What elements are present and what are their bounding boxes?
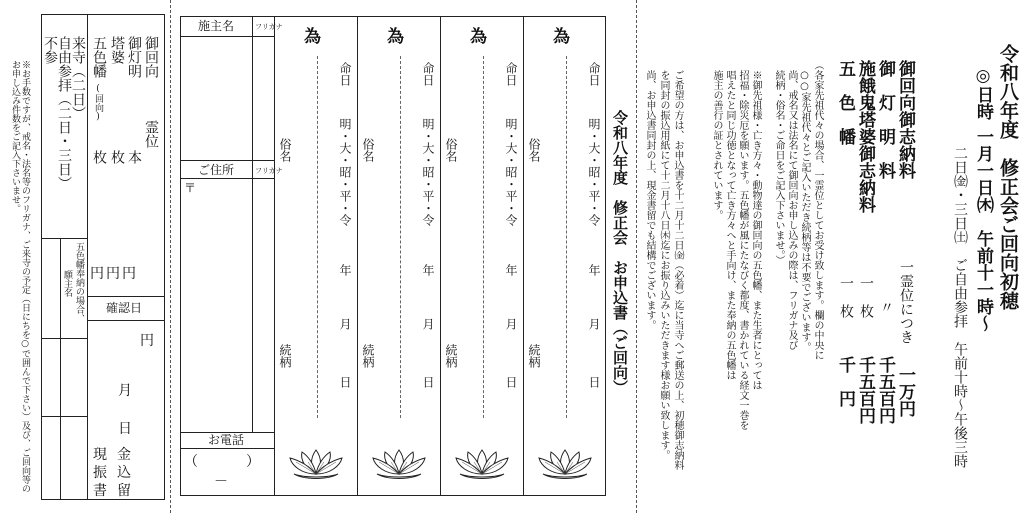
furigana-label-1: フリガナ (255, 23, 283, 31)
yen-row (90, 267, 138, 282)
memorial-2-month: 月 (421, 318, 435, 330)
memorial-4-eras: 明・大・昭・平・令 (587, 118, 601, 226)
fold-line-left (170, 0, 171, 513)
unit-reii: 霊位 (143, 120, 159, 148)
address-field[interactable] (182, 180, 250, 430)
flag-note-2: 招福・除災厄を願います。五色幡が風にたなびく都度、書かれている経文一巻を (737, 70, 748, 430)
memorial-4-zokugara: 続柄 (527, 344, 541, 368)
memorial-4-meinichi: 命日 (587, 62, 601, 86)
memorial-4-zokumei: 俗名 (527, 138, 541, 162)
item-label-4: 五色幡 (91, 36, 107, 78)
furigana-col-line (252, 16, 253, 432)
phone-field[interactable] (182, 450, 272, 494)
price-note-1: （各家先祖代々の場合、一霊位としてお受け致します。欄の中央に (812, 60, 823, 360)
left-note: ※お手数ですが、戒名・法名等のフリガナ、ご来寺の予定（日にちを○で囲んで下さい）及び、ご回向等のお申し込み件数をご記入下さいませ。 (10, 60, 30, 493)
flag-note-4: 施主の善行の証とされています。 (711, 70, 722, 220)
memorial-3-name-field[interactable] (460, 56, 482, 418)
applicant-name-field[interactable] (182, 38, 250, 158)
furigana-label-2: フリガナ (255, 167, 283, 175)
price-item-3-name: 施餓鬼塔婆御志納料 (855, 60, 875, 213)
price-item-4-name: 五 色 幡 (835, 60, 855, 145)
yen-3: 円 (122, 266, 138, 282)
phone-label: お電話 (208, 433, 245, 447)
lotus-icon (284, 446, 348, 480)
phone-paren-close: ） (246, 454, 260, 470)
tally-divider-b (60, 238, 61, 500)
memorial-3-eras: 明・大・昭・平・令 (504, 118, 518, 226)
price-item-1-unit: 一霊位につき (898, 260, 914, 344)
price-item-4-price: 千 円 (835, 356, 855, 407)
memorial-1-zokumei: 俗名 (278, 138, 292, 162)
form-title: 令和八年度 修正会 お申込書（ご回向） (611, 110, 629, 395)
price-item-1-name: 御回向御志納料 (895, 60, 915, 179)
datetime-label: ◎日時 (973, 66, 993, 120)
tally-row-line-1 (41, 238, 87, 239)
visit-raiji: 来寺（二日） (70, 36, 86, 120)
visit-free: 自由参拝（二日・三日） (56, 36, 72, 190)
memorial-4-year: 年 (587, 264, 601, 276)
tally-row-line-3 (87, 320, 165, 321)
memorial-2-meinichi: 命日 (421, 62, 435, 86)
lotus-icon (533, 446, 597, 480)
flag-note-1: ※御先祖様・亡き方々・動物達の御回向の五色幡、また生者にとっては (750, 70, 761, 390)
price-item-4-unit: 一 枚 (838, 276, 854, 318)
memorial-2-day: 日 (421, 376, 435, 388)
payment-yen: 円 (140, 333, 154, 349)
flag-box-label: 五色幡奉納の場合、 (74, 242, 84, 323)
item-label-1: 御回向 (143, 36, 159, 78)
price-note-4: 続柄・俗名・ご命日をご記入下さいませ。） (773, 70, 784, 265)
memorial-4-name-field[interactable] (543, 56, 565, 418)
memorial-3-meinichi: 命日 (504, 62, 518, 86)
flag-note-3: 唱えたと同じ功徳となって亡き方々へと手向け、また奉納の五色幡は (724, 70, 735, 380)
price-item-2-name: 御 灯 明 料 (875, 60, 895, 179)
unit-mai-2: 枚 (91, 150, 107, 164)
item-label-2: 御灯明 (126, 36, 142, 78)
applicant-label: 施主名 (198, 19, 235, 33)
form-col-line (274, 16, 275, 496)
notice-line-1: ご希望の方は、お申込書を十二月十二日㈮（必着）迄に当寺へご郵送の上、初穂御志納料 (672, 70, 683, 470)
yen-1: 円 (90, 266, 106, 282)
memorial-inner-dash-4 (566, 56, 567, 418)
lotus-icon (450, 446, 514, 480)
memorial-col-line-2 (440, 16, 441, 496)
memorial-inner-dash-2 (400, 56, 401, 418)
unit-hon: 本 (126, 150, 142, 164)
address-top-line (180, 160, 274, 161)
memorial-2-tame: 為 (387, 27, 404, 47)
payment-month: 月 (118, 383, 132, 399)
memorial-3-tame: 為 (470, 27, 487, 47)
memorial-4-month: 月 (587, 318, 601, 330)
memorial-2-eras: 明・大・昭・平・令 (421, 118, 435, 226)
payment-day: 日 (118, 421, 132, 437)
memorial-2-name-field[interactable] (377, 56, 399, 418)
address-header-line (180, 178, 274, 179)
confirm-label: 確認日 (106, 301, 143, 315)
memorial-1-year: 年 (338, 264, 352, 276)
memorial-2-zokugara: 続柄 (361, 344, 375, 368)
applicant-header-line (180, 36, 274, 37)
memorial-3-month: 月 (504, 318, 518, 330)
tally-row-line-4 (41, 338, 87, 339)
memorial-1-name-field[interactable] (294, 56, 316, 418)
price-note-3: 尚、戒名又は法名にて御回向お申し込みの際は、フリガナ及び (786, 70, 797, 350)
flag-box-label-2: 願主名 (62, 270, 72, 297)
memorial-inner-dash-1 (317, 56, 318, 418)
tally-row-line-2 (87, 296, 165, 297)
fold-line-right (636, 0, 637, 513)
phone-header-line (180, 448, 274, 449)
memorial-col-line-3 (523, 16, 524, 496)
memorial-3-zokugara: 続柄 (444, 344, 458, 368)
notice-line-2: を同封の振込用紙にて十二月十八日㈭迄にお振り込みいただきます様お願い致します。 (658, 70, 669, 460)
memorial-4-day: 日 (587, 376, 601, 388)
notice-line-3: 尚、お申込書同封の上、現金書留でも結構でございます。 (644, 70, 655, 330)
memorial-2-zokumei: 俗名 (361, 138, 375, 162)
price-item-2-unit: 〃 (878, 300, 894, 314)
memorial-1-day: 日 (338, 376, 352, 388)
price-item-1-price: 一万円 (895, 366, 915, 417)
payment-method-2: 振込 (93, 465, 141, 481)
unit-mai-1: 枚 (109, 150, 125, 164)
memorial-1-zokugara: 続柄 (278, 344, 292, 368)
memorial-1-eras: 明・大・昭・平・令 (338, 118, 352, 226)
memorial-4-tame: 為 (553, 27, 570, 47)
memorial-1-month: 月 (338, 318, 352, 330)
memorial-1-tame: 為 (304, 27, 321, 47)
address-label: ご住所 (198, 163, 235, 177)
phone-dash: － (214, 474, 228, 490)
payment-method-1: 現金 (93, 447, 141, 463)
memorial-2-year: 年 (421, 264, 435, 276)
memorial-3-year: 年 (504, 264, 518, 276)
main-title: 令和八年度 修正会ご回向初穂 (997, 44, 1019, 310)
lotus-icon (367, 446, 431, 480)
datetime-sub: 二日㈮・三日㈯ ご自由参拝 午前十時～午後三時 (952, 146, 968, 468)
visit-none: 不参 (42, 36, 58, 64)
yen-2: 円 (106, 266, 122, 282)
tally-divider-a (87, 14, 88, 500)
memorial-1-meinichi: 命日 (338, 62, 352, 86)
phone-paren-open: （ (184, 454, 198, 470)
price-item-3-unit: 一 枚 (858, 276, 874, 318)
memorial-3-day: 日 (504, 376, 518, 388)
memorial-col-line-1 (357, 16, 358, 496)
payment-method-3: 書留 (93, 483, 141, 499)
price-note-2: ○○家先祖代々とご記入いただき続柄等は不要でございます。 (799, 70, 810, 352)
memorial-inner-dash-3 (483, 56, 484, 418)
tally-row-line-5 (41, 416, 87, 417)
item-label-4-small: (回向) (93, 84, 103, 122)
memorial-3-zokumei: 俗名 (444, 138, 458, 162)
price-item-2-price: 千五百円 (875, 356, 895, 424)
postal-mark: 〒 (184, 181, 197, 195)
datetime-main: 一月一日㈭ 午前十一時～ (973, 128, 993, 332)
item-label-3: 塔婆 (109, 36, 125, 64)
price-item-3-price: 千五百円 (855, 356, 875, 424)
